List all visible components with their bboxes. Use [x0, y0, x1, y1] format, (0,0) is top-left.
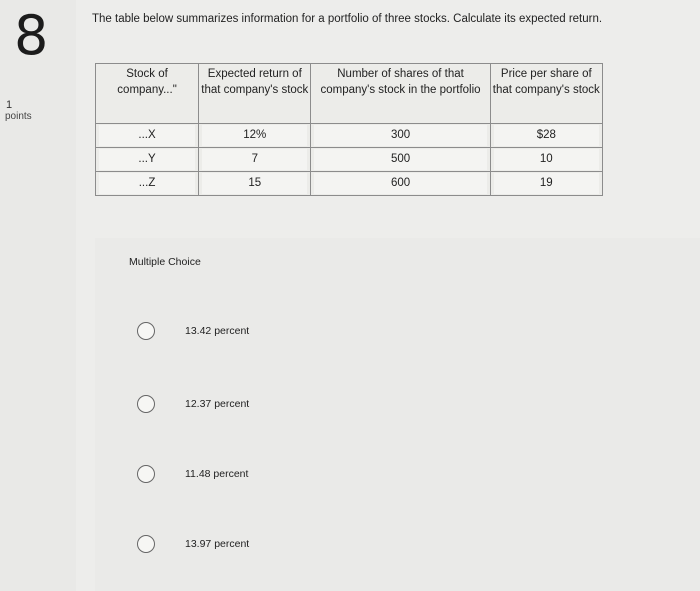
portfolio-table	[95, 63, 603, 196]
cell-stock: ...Y	[96, 148, 199, 172]
table-row	[96, 172, 603, 196]
table-header-row	[96, 64, 603, 124]
choice-option-1[interactable]	[137, 322, 249, 340]
cell-return: 7	[199, 148, 311, 172]
header-expected-return: Expected return of that company's stock	[199, 64, 311, 124]
choice-label: 12.37 percent	[185, 398, 250, 410]
cell-return: 15	[199, 172, 311, 196]
cell-shares: 300	[311, 124, 490, 148]
question-number: 8	[14, 4, 49, 67]
choice-label: 13.97 percent	[185, 538, 250, 550]
points-label: points	[5, 111, 32, 122]
choice-option-3[interactable]	[137, 465, 248, 483]
table-row	[96, 148, 603, 172]
points-value: 1	[6, 99, 13, 111]
question-sidebar	[0, 0, 76, 591]
header-shares: Number of shares of that company's stock in the portfolio	[311, 64, 490, 124]
cell-price: $28	[490, 124, 602, 148]
radio-button-icon[interactable]	[137, 535, 155, 553]
radio-button-icon[interactable]	[137, 465, 155, 483]
question-prompt: The table below summarizes information for a portfolio of three stocks. Calculate its expected return.	[92, 13, 603, 25]
choice-label: 13.42 percent	[185, 325, 250, 337]
table-row	[96, 124, 603, 148]
cell-return: 12%	[199, 124, 311, 148]
choice-option-2[interactable]	[137, 395, 249, 413]
cell-stock: ...X	[96, 124, 199, 148]
radio-button-icon[interactable]	[137, 395, 155, 413]
header-price: Price per share of that company's stock	[490, 64, 602, 124]
cell-price: 19	[490, 172, 602, 196]
header-stock: Stock of company..."	[96, 64, 199, 124]
choice-label: 11.48 percent	[185, 468, 249, 480]
multiple-choice-heading: Multiple Choice	[129, 256, 201, 268]
cell-price: 10	[490, 148, 602, 172]
cell-stock: ...Z	[96, 172, 199, 196]
cell-shares: 500	[311, 148, 490, 172]
choice-option-4[interactable]	[137, 535, 249, 553]
radio-button-icon[interactable]	[137, 322, 155, 340]
cell-shares: 600	[311, 172, 490, 196]
